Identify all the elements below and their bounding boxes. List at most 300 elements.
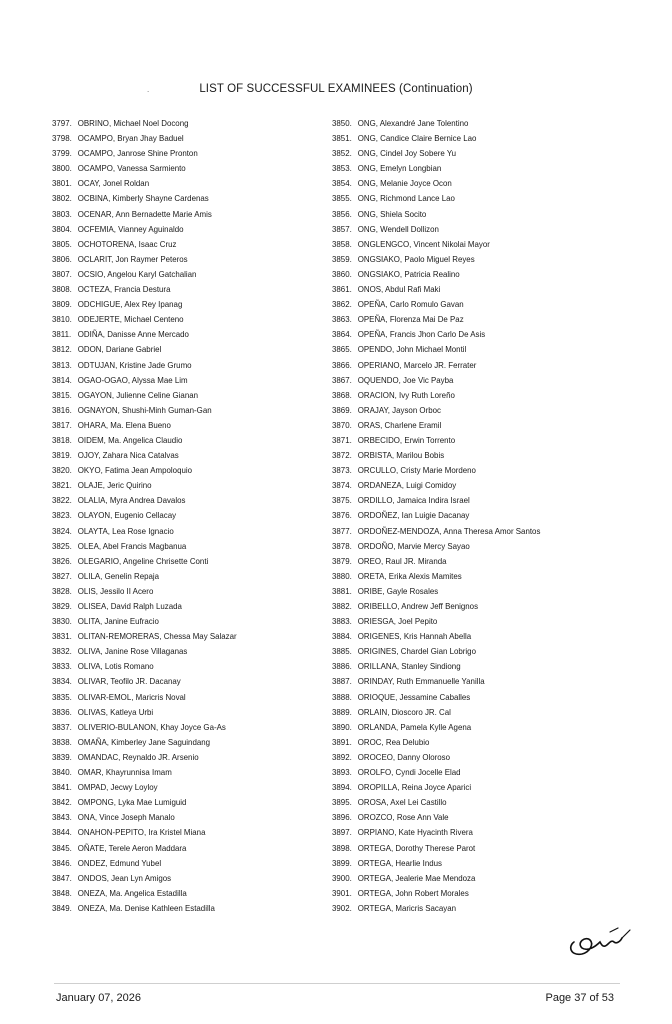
examinee-name: ORDOÑO, Marvie Mercy Sayao bbox=[357, 540, 470, 551]
examinee-number: 3837. bbox=[52, 721, 72, 732]
examinee-name: OGNAYON, Shushi-Minh Guman-Gan bbox=[77, 404, 212, 415]
examinee-number: 3850. bbox=[332, 118, 352, 128]
examinee-number: 3858. bbox=[332, 238, 352, 249]
examinee-number: 3892. bbox=[332, 751, 352, 762]
examinee-name: OMANDAC, Reynaldo JR. Arsenio bbox=[77, 751, 199, 762]
examinee-number: 3814. bbox=[52, 374, 72, 385]
list-item bbox=[52, 780, 310, 795]
examinee-number: 3846. bbox=[52, 857, 72, 868]
examinee-name: ORDILLO, Jamaica Indira Israel bbox=[357, 495, 470, 506]
examinee-number: 3895. bbox=[332, 797, 352, 808]
examinee-number: 3802. bbox=[52, 193, 72, 204]
examinee-name: OCHOTORENA, Isaac Cruz bbox=[77, 238, 177, 249]
list-item bbox=[52, 644, 310, 659]
examinee-name: OLEGARIO, Angeline Chrisette Conti bbox=[77, 555, 209, 566]
list-item bbox=[52, 614, 310, 629]
stray-mark: . bbox=[147, 85, 150, 94]
list-item bbox=[332, 237, 608, 252]
examinee-number: 3803. bbox=[52, 208, 72, 219]
examinee-name: ODCHIGUE, Alex Rey Ipanag bbox=[77, 299, 183, 310]
examinee-name: OLIVAR, Teofilo JR. Dacanay bbox=[77, 676, 181, 687]
list-item bbox=[52, 524, 310, 539]
list-item bbox=[52, 297, 310, 312]
examinee-name: OCAMPO, Bryan Jhay Baduel bbox=[77, 133, 184, 144]
examinee-number: 3797. bbox=[52, 118, 72, 128]
list-item bbox=[332, 342, 608, 357]
examinee-name: OHARA, Ma. Elena Bueno bbox=[77, 419, 171, 430]
examinee-name: OLIS, Jessilo II Acero bbox=[77, 585, 154, 596]
examinee-name: ORAS, Charlene Eramil bbox=[357, 419, 442, 430]
list-item bbox=[52, 841, 310, 856]
examinee-name: OLAYTA, Lea Rose Ignacio bbox=[77, 525, 174, 536]
examinee-number: 3881. bbox=[332, 585, 352, 596]
examinee-name: OMAÑA, Kimberley Jane Saguindang bbox=[77, 736, 211, 747]
examinee-number: 3841. bbox=[52, 782, 72, 793]
examinee-number: 3830. bbox=[52, 616, 72, 627]
list-item bbox=[332, 569, 608, 584]
list-item bbox=[332, 841, 608, 856]
examinee-number: 3880. bbox=[332, 570, 352, 581]
list-item bbox=[332, 191, 608, 206]
list-item bbox=[52, 901, 310, 916]
examinee-number: 3882. bbox=[332, 601, 352, 611]
examinee-name: ORIOQUE, Jessamine Caballes bbox=[357, 691, 471, 702]
examinee-name: OROSA, Axel Lei Castillo bbox=[357, 797, 447, 808]
list-item bbox=[52, 856, 310, 871]
examinee-name: OLIVAS, Katleya Urbi bbox=[77, 706, 154, 717]
examinee-name: OCLARIT, Jon Raymer Peteros bbox=[77, 253, 188, 264]
examinee-number: 3824. bbox=[52, 525, 72, 536]
examinee-name: ORPIANO, Kate Hyacinth Rivera bbox=[357, 827, 473, 838]
page-title: LIST OF SUCCESSFUL EXAMINEES (Continuation) bbox=[199, 83, 473, 95]
examinee-name: OMPONG, Lyka Mae Lumiguid bbox=[77, 797, 187, 808]
list-item bbox=[52, 237, 310, 252]
examinee-number: 3819. bbox=[52, 450, 72, 461]
examinee-name: OCTEZA, Francia Destura bbox=[77, 284, 171, 295]
examinee-name: OREO, Raul JR. Miranda bbox=[357, 555, 447, 566]
examinee-name: OPEÑA, Francis Jhon Carlo De Asis bbox=[357, 329, 486, 340]
examinee-number: 3876. bbox=[332, 510, 352, 521]
list-item bbox=[52, 161, 310, 176]
examinee-name: ONEZA, Ma. Denise Kathleen Estadilla bbox=[77, 902, 215, 913]
examinee-number: 3847. bbox=[52, 872, 72, 883]
examinee-name: OLALIA, Myra Andrea Davalos bbox=[77, 495, 186, 506]
examinee-number: 3816. bbox=[52, 404, 72, 415]
list-item bbox=[332, 629, 608, 644]
examinee-number: 3889. bbox=[332, 706, 352, 717]
signature-icon bbox=[560, 912, 640, 962]
list-item bbox=[332, 825, 608, 840]
footer-date: January 07, 2026 bbox=[56, 992, 142, 1004]
examinee-number: 3856. bbox=[332, 208, 352, 219]
list-item bbox=[332, 735, 608, 750]
examinee-number: 3898. bbox=[332, 842, 352, 853]
examinee-number: 3852. bbox=[332, 148, 352, 159]
examinee-name: ORTEGA, Maricris Sacayan bbox=[357, 902, 457, 913]
examinee-name: OCSIO, Angelou Karyl Gatchalian bbox=[77, 268, 197, 279]
examinee-name: ONG, Shiela Socito bbox=[357, 208, 427, 219]
examinee-number: 3831. bbox=[52, 631, 72, 642]
examinee-name: ONEZA, Ma. Angelica Estadilla bbox=[77, 887, 187, 898]
examinee-name: ONG, Emelyn Longbian bbox=[357, 163, 442, 174]
examinee-number: 3825. bbox=[52, 540, 72, 551]
list-item bbox=[52, 690, 310, 705]
examinee-name: ORIGINES, Chardel Gian Lobrigo bbox=[357, 646, 476, 657]
examinee-number: 3866. bbox=[332, 359, 352, 370]
examinee-number: 3835. bbox=[52, 691, 72, 702]
list-item bbox=[332, 433, 608, 448]
list-item bbox=[52, 825, 310, 840]
examinee-name: OJOY, Zahara Nica Catalvas bbox=[77, 450, 179, 461]
list-item bbox=[332, 297, 608, 312]
examinee-name: ORTEGA, Hearlie Indus bbox=[357, 857, 442, 868]
examinee-name: OCAMPO, Janrose Shine Pronton bbox=[77, 148, 198, 159]
examinee-name: ODIÑA, Danisse Anne Mercado bbox=[77, 329, 189, 340]
list-item bbox=[332, 765, 608, 780]
examinee-number: 3810. bbox=[52, 314, 72, 325]
examinee-name: ORTEGA, Jealerie Mae Mendoza bbox=[357, 872, 476, 883]
examinee-name: ORBECIDO, Erwin Torrento bbox=[357, 434, 456, 445]
examinee-number: 3845. bbox=[52, 842, 72, 853]
list-item bbox=[52, 765, 310, 780]
list-item bbox=[52, 735, 310, 750]
examinee-number: 3863. bbox=[332, 314, 352, 325]
examinee-number: 3839. bbox=[52, 751, 72, 762]
examinee-name: OMAR, Khayrunnisa Imam bbox=[77, 767, 172, 778]
list-item bbox=[52, 569, 310, 584]
list-item bbox=[332, 720, 608, 735]
examinee-number: 3885. bbox=[332, 646, 352, 657]
examinee-number: 3827. bbox=[52, 570, 72, 581]
examinee-number: 3859. bbox=[332, 253, 352, 264]
examinee-number: 3813. bbox=[52, 359, 72, 370]
list-item bbox=[332, 856, 608, 871]
examinee-number: 3798. bbox=[52, 133, 72, 144]
list-item bbox=[332, 674, 608, 689]
examinee-number: 3887. bbox=[332, 676, 352, 687]
list-item bbox=[52, 674, 310, 689]
list-item bbox=[52, 312, 310, 327]
list-item bbox=[332, 659, 608, 674]
examinee-number: 3818. bbox=[52, 434, 72, 445]
examinee-number: 3855. bbox=[332, 193, 352, 204]
list-item bbox=[52, 131, 310, 146]
examinee-number: 3840. bbox=[52, 767, 72, 778]
list-item bbox=[332, 690, 608, 705]
examinee-number: 3801. bbox=[52, 178, 72, 189]
list-item bbox=[52, 478, 310, 493]
examinee-name: ONGSIAKO, Paolo Miguel Reyes bbox=[357, 253, 475, 264]
list-item bbox=[52, 252, 310, 267]
examinee-number: 3829. bbox=[52, 601, 72, 611]
list-item bbox=[52, 886, 310, 901]
examinee-number: 3838. bbox=[52, 736, 72, 747]
examinee-number: 3902. bbox=[332, 902, 352, 913]
examinee-number: 3849. bbox=[52, 902, 72, 913]
examinee-number: 3860. bbox=[332, 268, 352, 279]
examinee-name: ORIESGA, Joel Pepito bbox=[357, 616, 438, 627]
examinee-list-left bbox=[52, 116, 332, 916]
examinee-number: 3865. bbox=[332, 344, 352, 355]
list-item bbox=[52, 705, 310, 720]
list-item bbox=[52, 810, 310, 825]
examinee-name: OLIVA, Lotis Romano bbox=[77, 661, 154, 672]
list-item bbox=[332, 373, 608, 388]
examinee-name: ORLANDA, Pamela Kylle Agena bbox=[357, 721, 472, 732]
examinee-name: OCBINA, Kimberly Shayne Cardenas bbox=[77, 193, 209, 204]
list-item bbox=[52, 146, 310, 161]
examinee-name: OKYO, Fatima Jean Ampoloquio bbox=[77, 465, 193, 476]
examinee-name: OQUENDO, Joe Vic Payba bbox=[357, 374, 454, 385]
list-item bbox=[332, 448, 608, 463]
examinee-name: OPERIANO, Marcelo JR. Ferrater bbox=[357, 359, 477, 370]
list-item bbox=[332, 252, 608, 267]
examinee-number: 3861. bbox=[332, 284, 352, 295]
examinee-number: 3821. bbox=[52, 480, 72, 491]
examinee-name: ORIBELLO, Andrew Jeff Benignos bbox=[357, 601, 479, 611]
list-item bbox=[52, 508, 310, 523]
examinee-name: OROZCO, Rose Ann Vale bbox=[357, 812, 449, 823]
list-item bbox=[332, 463, 608, 478]
list-item bbox=[52, 222, 310, 237]
list-item bbox=[52, 327, 310, 342]
examinee-name: ORDOÑEZ-MENDOZA, Anna Theresa Amor Santos bbox=[357, 525, 541, 536]
examinee-name: ORCULLO, Cristy Marie Mordeno bbox=[357, 465, 476, 476]
footer-divider bbox=[54, 983, 620, 984]
examinee-name: OLIVA, Janine Rose Villaganas bbox=[77, 646, 188, 657]
list-item bbox=[52, 358, 310, 373]
list-item bbox=[332, 810, 608, 825]
examinee-number: 3870. bbox=[332, 419, 352, 430]
examinee-name: ONGLENGCO, Vincent Nikolai Mayor bbox=[357, 238, 490, 249]
examinee-name: ONGSIAKO, Patricia Realino bbox=[357, 268, 460, 279]
examinee-name: OLITAN-REMORERAS, Chessa May Salazar bbox=[77, 631, 237, 642]
list-item bbox=[332, 267, 608, 282]
list-item bbox=[52, 282, 310, 297]
examinee-name: OCAMPO, Vanessa Sarmiento bbox=[77, 163, 186, 174]
examinee-number: 3799. bbox=[52, 148, 72, 159]
examinee-name: OBRINO, Michael Noel Docong bbox=[77, 118, 189, 128]
examinee-name: OROLFO, Cyndi Jocelle Elad bbox=[357, 767, 461, 778]
list-item bbox=[332, 780, 608, 795]
examinee-number: 3879. bbox=[332, 555, 352, 566]
examinee-number: 3836. bbox=[52, 706, 72, 717]
examinee-name: ODEJERTE, Michael Centeno bbox=[77, 314, 184, 325]
list-item bbox=[52, 116, 310, 131]
examinee-name: OLAJE, Jeric Quirino bbox=[77, 480, 152, 491]
list-item bbox=[332, 312, 608, 327]
list-item bbox=[52, 418, 310, 433]
examinee-number: 3864. bbox=[332, 329, 352, 340]
examinee-number: 3822. bbox=[52, 495, 72, 506]
list-item bbox=[332, 327, 608, 342]
list-item bbox=[52, 871, 310, 886]
list-item bbox=[52, 720, 310, 735]
examinee-name: ONAHON-PEPITO, Ira Kristel Miana bbox=[77, 827, 206, 838]
examinee-number: 3807. bbox=[52, 268, 72, 279]
examinee-name: ONDEZ, Edmund Yubel bbox=[77, 857, 162, 868]
list-item bbox=[332, 222, 608, 237]
list-item bbox=[52, 176, 310, 191]
list-item bbox=[332, 750, 608, 765]
examinee-name: ORACION, Ivy Ruth Loreño bbox=[357, 389, 455, 400]
examinee-number: 3844. bbox=[52, 827, 72, 838]
examinee-number: 3900. bbox=[332, 872, 352, 883]
examinee-name: OGAO-OGAO, Alyssa Mae Lim bbox=[77, 374, 188, 385]
list-item bbox=[332, 886, 608, 901]
list-item bbox=[332, 539, 608, 554]
examinee-name: OGAYON, Julienne Celine Gianan bbox=[77, 389, 199, 400]
list-item bbox=[332, 146, 608, 161]
examinee-number: 3848. bbox=[52, 887, 72, 898]
examinee-name: ORTEGA, Dorothy Therese Parot bbox=[357, 842, 476, 853]
examinee-number: 3805. bbox=[52, 238, 72, 249]
examinee-name: ONG, Cindel Joy Sobere Yu bbox=[357, 148, 457, 159]
examinee-number: 3894. bbox=[332, 782, 352, 793]
list-item bbox=[332, 584, 608, 599]
examinee-name: OLIVAR-EMOL, Maricris Noval bbox=[77, 691, 186, 702]
list-item bbox=[52, 342, 310, 357]
list-item bbox=[52, 629, 310, 644]
examinee-name: ORBISTA, Marilou Bobis bbox=[357, 450, 445, 461]
examinee-number: 3853. bbox=[332, 163, 352, 174]
examinee-name: OROCEO, Danny Oloroso bbox=[357, 751, 451, 762]
examinee-number: 3897. bbox=[332, 827, 352, 838]
examinee-number: 3901. bbox=[332, 887, 352, 898]
examinee-number: 3834. bbox=[52, 676, 72, 687]
examinee-name: OLEA, Abel Francis Magbanua bbox=[77, 540, 187, 551]
examinee-name: OPEÑA, Carlo Romulo Gavan bbox=[357, 299, 464, 310]
examinee-number: 3877. bbox=[332, 525, 352, 536]
examinee-name: OLILA, Genelin Repaja bbox=[77, 570, 160, 581]
examinee-number: 3817. bbox=[52, 419, 72, 430]
examinee-number: 3873. bbox=[332, 465, 352, 476]
examinee-name: OÑATE, Terele Aeron Maddara bbox=[77, 842, 187, 853]
examinee-number: 3891. bbox=[332, 736, 352, 747]
examinee-name: OLITA, Janine Eufracio bbox=[77, 616, 159, 627]
examinee-name: ONDOS, Jean Lyn Amigos bbox=[77, 872, 172, 883]
examinee-number: 3886. bbox=[332, 661, 352, 672]
list-item bbox=[52, 448, 310, 463]
examinee-number: 3893. bbox=[332, 767, 352, 778]
examinee-name: OLAYON, Eugenio Cellacay bbox=[77, 510, 177, 521]
list-item bbox=[332, 207, 608, 222]
examinee-name: ORDANEZA, Luigi Comidoy bbox=[357, 480, 457, 491]
list-item bbox=[332, 795, 608, 810]
examinee-number: 3820. bbox=[52, 465, 72, 476]
list-item bbox=[332, 599, 608, 614]
examinee-number: 3869. bbox=[332, 404, 352, 415]
list-item bbox=[332, 493, 608, 508]
examinee-name: ORIBE, Gayle Rosales bbox=[357, 585, 439, 596]
examinee-name: ONG, Melanie Joyce Ocon bbox=[357, 178, 452, 189]
examinee-number: 3862. bbox=[332, 299, 352, 310]
examinee-number: 3811. bbox=[52, 329, 72, 340]
examinee-name: ONG, Richmond Lance Lao bbox=[357, 193, 455, 204]
list-item bbox=[52, 750, 310, 765]
examinee-number: 3806. bbox=[52, 253, 72, 264]
examinee-name: ONG, Candice Claire Bernice Lao bbox=[357, 133, 477, 144]
list-item bbox=[332, 871, 608, 886]
examinee-name: OMPAD, Jecwy Loyloy bbox=[77, 782, 158, 793]
examinee-number: 3823. bbox=[52, 510, 72, 521]
examinee-name: ODTUJAN, Kristine Jade Grumo bbox=[77, 359, 192, 370]
list-item bbox=[332, 508, 608, 523]
list-item bbox=[52, 267, 310, 282]
list-item bbox=[332, 282, 608, 297]
list-item bbox=[332, 554, 608, 569]
page-number: Page 37 of 53 bbox=[545, 992, 614, 1004]
list-item bbox=[52, 191, 310, 206]
examinee-number: 3800. bbox=[52, 163, 72, 174]
examinee-number: 3815. bbox=[52, 389, 72, 400]
list-item bbox=[332, 161, 608, 176]
examinee-number: 3871. bbox=[332, 434, 352, 445]
list-item bbox=[332, 478, 608, 493]
list-item bbox=[52, 463, 310, 478]
list-item bbox=[52, 433, 310, 448]
examinee-number: 3875. bbox=[332, 495, 352, 506]
examinee-number: 3890. bbox=[332, 721, 352, 732]
examinee-number: 3804. bbox=[52, 223, 72, 234]
examinee-number: 3896. bbox=[332, 812, 352, 823]
list-item bbox=[332, 705, 608, 720]
examinee-name: ORINDAY, Ruth Emmanuelle Yanilla bbox=[357, 676, 485, 687]
list-item bbox=[52, 795, 310, 810]
examinee-name: ODON, Dariane Gabriel bbox=[77, 344, 162, 355]
examinee-number: 3832. bbox=[52, 646, 72, 657]
list-item bbox=[52, 539, 310, 554]
examinee-number: 3883. bbox=[332, 616, 352, 627]
examinee-number: 3809. bbox=[52, 299, 72, 310]
list-item bbox=[332, 131, 608, 146]
examinee-name: ORETA, Erika Alexis Mamites bbox=[357, 570, 462, 581]
list-item bbox=[52, 599, 310, 614]
examinee-number: 3899. bbox=[332, 857, 352, 868]
examinee-name: OLISEA, David Ralph Luzada bbox=[77, 601, 182, 611]
examinee-name: OCENAR, Ann Bernadette Marie Amis bbox=[77, 208, 212, 219]
examinee-number: 3843. bbox=[52, 812, 72, 823]
examinee-number: 3833. bbox=[52, 661, 72, 672]
examinee-number: 3878. bbox=[332, 540, 352, 551]
list-item bbox=[332, 524, 608, 539]
list-item bbox=[52, 373, 310, 388]
examinee-name: OROC, Rea Delubio bbox=[357, 736, 430, 747]
examinee-name: OCAY, Jonel Roldan bbox=[77, 178, 150, 189]
examinee-number: 3868. bbox=[332, 389, 352, 400]
list-item bbox=[52, 584, 310, 599]
examinee-number: 3854. bbox=[332, 178, 352, 189]
examinee-number: 3872. bbox=[332, 450, 352, 461]
examinee-number: 3812. bbox=[52, 344, 72, 355]
examinee-number: 3867. bbox=[332, 374, 352, 385]
examinee-number: 3884. bbox=[332, 631, 352, 642]
list-item bbox=[332, 644, 608, 659]
list-item bbox=[332, 388, 608, 403]
list-item bbox=[52, 403, 310, 418]
examinee-name: OCFEMIA, Vianney Aguinaldo bbox=[77, 223, 184, 234]
examinee-name: OPEÑA, Florenza Mai De Paz bbox=[357, 314, 464, 325]
examinee-name: OPENDO, John Michael Montil bbox=[357, 344, 467, 355]
examinee-name: ORIGENES, Kris Hannah Abella bbox=[357, 631, 472, 642]
examinee-number: 3842. bbox=[52, 797, 72, 808]
list-item bbox=[332, 614, 608, 629]
examinee-number: 3826. bbox=[52, 555, 72, 566]
examinee-name: ORDOÑEZ, Ian Luigie Dacanay bbox=[357, 510, 470, 521]
examinee-name: ORLAIN, Dioscoro JR. Cal bbox=[357, 706, 451, 717]
examinee-name: ONA, Vince Joseph Manalo bbox=[77, 812, 175, 823]
examinee-name: ONG, Wendell Dollizon bbox=[357, 223, 439, 234]
